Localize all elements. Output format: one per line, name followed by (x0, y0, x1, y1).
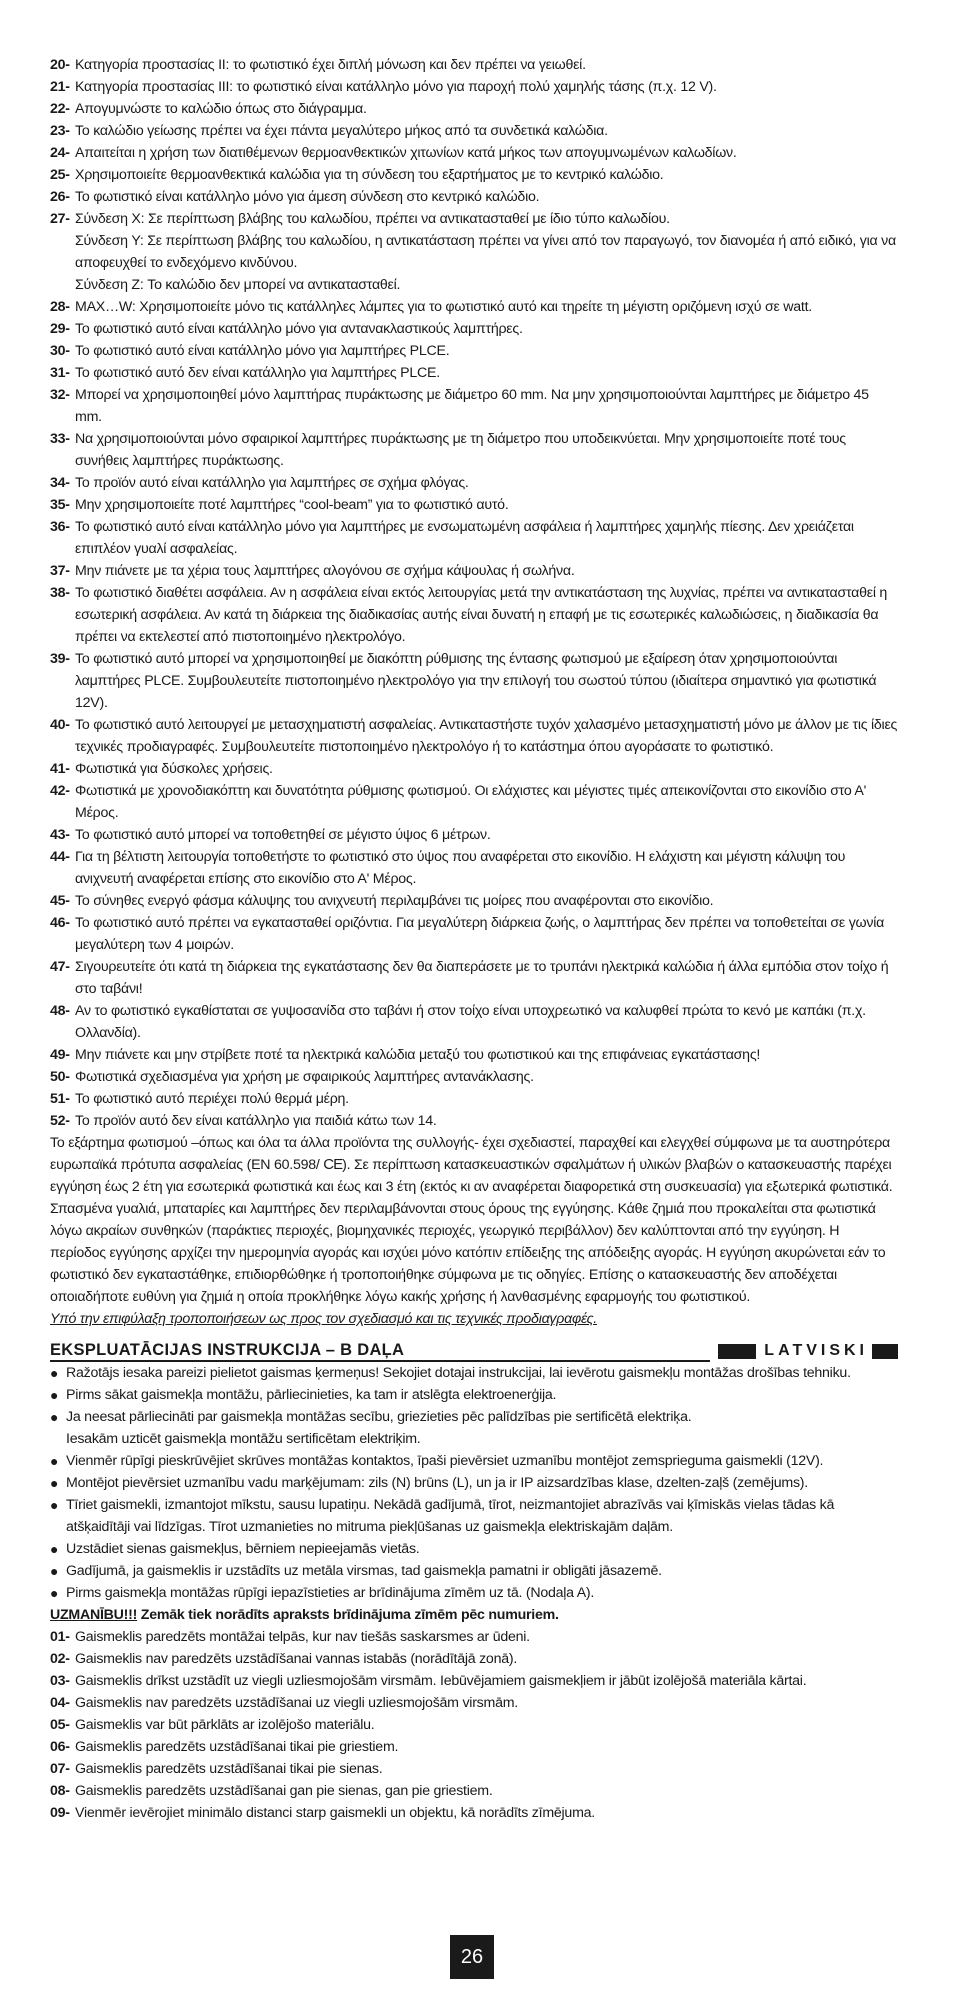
list-item (50, 582, 898, 648)
list-item (50, 758, 898, 780)
item-text: Να χρησιμοποιούνται μόνο σφαιρικοί λαμπτήρες πυράκτωσης με τη διάμετρο που υποδεικνύεται. Μην χρησιμοποιείτε ποτέ τους συνήθεις λαμπτήρες πυράκτωσης. (75, 431, 846, 469)
bullet-text: Gadījumā, ja gaismeklis ir uzstādīts uz metāla virsmas, tad gaismekļa pamatni ir obligāti jāsazemē. (66, 1563, 662, 1579)
item-number: 20- (50, 57, 70, 73)
list-item (50, 318, 898, 340)
bullet-icon: ● (50, 1475, 59, 1491)
item-text: Gaismeklis drīkst uzstādīt uz viegli uzliesmojošām virsmām. Iebūvējamiem gaismekļiem ir jābūt izolējošā materiāla kārtai. (75, 1673, 807, 1689)
item-text: Gaismeklis paredzēts montāžai telpās, kur nav tiešās saskarsmes ar ūdeni. (75, 1629, 530, 1645)
item-text-line: Σύνδεση Y: Σε περίπτωση βλάβης του καλωδίου, η αντικατάσταση πρέπει να γίνει από τον παραγωγό, τον διανομέα ή από ειδικό, για να αποφευχθεί το ενδεχόμενο κινδύνου. (75, 233, 896, 271)
item-number: 22- (50, 101, 70, 117)
bullet-icon: ● (50, 1365, 59, 1381)
latvian-warning-list (50, 1626, 898, 1824)
item-text: Gaismeklis nav paredzēts uzstādīšanai vannas istabās (norādītājā zonā). (75, 1651, 518, 1667)
item-text: Το φωτιστικό είναι κατάλληλο μόνο για άμεση σύνδεση στο κεντρικό καλώδιο. (75, 189, 540, 205)
item-number: 07- (50, 1761, 70, 1777)
item-text: Μην χρησιμοποιείτε ποτέ λαμπτήρες “cool-beam” για το φωτιστικό αυτό. (75, 497, 509, 513)
item-text: Το φωτιστικό αυτό δεν είναι κατάλληλο για λαμπτήρες PLCE. (75, 365, 440, 381)
item-number: 43- (50, 827, 70, 843)
list-item (50, 494, 898, 516)
section-title: EKSPLUATĀCIJAS INSTRUKCIJA – B DAĻA (50, 1341, 710, 1362)
item-number: 48- (50, 1003, 70, 1019)
list-item (50, 714, 898, 758)
bullet-text: Montējot pievērsiet uzmanību vadu marķējumam: zils (N) brūns (L), un ja ir IP aizsardzības klase, dzelten-zaļš (zemējums). (66, 1475, 808, 1491)
item-text: Το φωτιστικό αυτό μπορεί να τοποθετηθεί σε μέγιστο ύψος 6 μέτρων. (75, 827, 491, 843)
list-item (50, 956, 898, 1000)
bullet-icon: ● (50, 1409, 59, 1425)
list-item (50, 98, 898, 120)
item-number: 08- (50, 1783, 70, 1799)
item-text: MAX…W: Χρησιμοποιείτε μόνο τις κατάλληλες λάμπες για το φωτιστικό αυτό και τηρείτε τη μέγιστη οριζόμενη ισχύ σε watt. (75, 299, 812, 315)
item-text: Κατηγορία προστασίας II: το φωτιστικό έχει διπλή μόνωση και δεν πρέπει να γειωθεί. (75, 57, 586, 73)
item-text: Το φωτιστικό αυτό λειτουργεί με μετασχηματιστή ασφαλείας. Αντικαταστήστε τυχόν χαλασμένο μετασχηματιστή μόνο με άλλον με τις ίδιες τεχνικές προδιαγραφές. Συμβουλευτείτε πιστοποιημένο ηλεκτρολόγο ή το κατάστημα όπου αγοράσατε το φωτιστικό. (75, 717, 898, 755)
list-item (50, 890, 898, 912)
bullet-text: Pirms sākat gaismekļa montāžu, pārliecinieties, ka tam ir atslēgta elektroenerģija. (66, 1387, 557, 1403)
item-number: 33- (50, 431, 70, 447)
latvian-bullet-list (50, 1362, 898, 1604)
item-number: 47- (50, 959, 70, 975)
item-text: Το φωτιστικό αυτό περιέχει πολύ θερμά μέρη. (75, 1091, 349, 1107)
item-text: Gaismeklis paredzēts uzstādīšanai tikai pie sienas. (75, 1761, 383, 1777)
item-number: 41- (50, 761, 70, 777)
item-number: 06- (50, 1739, 70, 1755)
item-text: Gaismeklis paredzēts uzstādīšanai tikai pie griestiem. (75, 1739, 399, 1755)
item-number: 38- (50, 585, 70, 601)
item-number: 04- (50, 1695, 70, 1711)
item-number: 26- (50, 189, 70, 205)
list-item (50, 1626, 898, 1648)
bullet-item (50, 1450, 898, 1472)
bullet-text: Pirms gaismekļa montāžas rūpīgi iepazīstieties ar brīdinājuma zīmēm uz tā. (Nodaļa A). (66, 1585, 595, 1601)
item-text: Το φωτιστικό αυτό πρέπει να εγκατασταθεί οριζόντια. Για μεγαλύτερη διάρκεια ζωής, ο λαμπτήρας δεν πρέπει να τοποθετείται σε γωνία μεγαλύτερη των 4 μοιρών. (75, 915, 885, 953)
item-text-line: Σύνδεση X: Σε περίπτωση βλάβης του καλωδίου, πρέπει να αντικατασταθεί με ίδιο τύπο καλωδίου. (75, 211, 670, 227)
item-text: Gaismeklis paredzēts uzstādīšanai gan pie sienas, gan pie griestiem. (75, 1783, 493, 1799)
item-text: Μην πιάνετε με τα χέρια τους λαμπτήρες αλογόνου σε σχήμα κάψουλας ή σωλήνα. (75, 563, 575, 579)
item-number: 30- (50, 343, 70, 359)
language-bar-left (718, 1344, 756, 1359)
bullet-item (50, 1560, 898, 1582)
list-item (50, 780, 898, 824)
list-item (50, 824, 898, 846)
bullet-continuation: Iesakām uzticēt gaismekļa montāžu sertificētam elektriķim. (66, 1431, 421, 1447)
item-text: Gaismeklis var būt pārklāts ar izolējošo materiālu. (75, 1717, 375, 1733)
item-text: Μπορεί να χρησιμοποιηθεί μόνο λαμπτήρας πυράκτωσης με διάμετρο 60 mm. Να μην χρησιμοποιούνται λαμπτήρες με διάμετρο 45 mm. (75, 387, 869, 425)
item-text: Το προϊόν αυτό δεν είναι κατάλληλο για παιδιά κάτω των 14. (75, 1113, 437, 1129)
list-item (50, 142, 898, 164)
item-text: Φωτιστικά για δύσκολες χρήσεις. (75, 761, 273, 777)
item-text: Το φωτιστικό αυτό είναι κατάλληλο μόνο για λαμπτήρες PLCE. (75, 343, 450, 359)
item-number: 42- (50, 783, 70, 799)
item-number: 09- (50, 1805, 70, 1821)
list-item (50, 1692, 898, 1714)
item-text: Χρησιμοποιείτε θερμοανθεκτικά καλώδια για τη σύνδεση του εξαρτήματος με το κεντρικό καλώδιο. (75, 167, 664, 183)
item-number: 52- (50, 1113, 70, 1129)
warranty-text-part2: ). Σε περίπτωση κατασκευαστικών σφαλμάτων ή υλικών βλαβών ο κατασκευαστής παρέχει εγγύηση έως 2 έτη για εσωτερικά φωτιστικά και έως και 3 έτη (εκτός κι αν αναφέρεται διαφορετικά στη συσκευασία) για εξωτερικά φωτιστικά. Σπασμένα γυαλιά, μπαταρίες και λαμπτήρες δεν περιλαμβάνονται στους όρους της εγγύησης. Κάθε ζημιά που προκαλείται στα φωτιστικά λόγω ακραίων συνθηκών (παράκτιες περιοχές, βιομηχανικές περιοχές, γεωργικό περιβάλλον) δεν καλύπτονται από την εγγύηση. Η περίοδος εγγύησης αρχίζει την ημερομηνία αγοράς και ισχύει μόνο κατόπιν επίδειξης της απόδειξης αγοράς. Η εγγύηση ακυρώνεται εάν το φωτιστικό δεν εγκαταστάθηκε, επιδιορθώθηκε ή τροποποιήθηκε σύμφωνα με τις οδηγίες. Επίσης ο κατασκευαστής δεν αποδέχεται οποιαδήποτε ευθύνη για ζημιά η οποία προκλήθηκε λόγω κακής χρήσης ή λανθασμένης εφαρμογής του φωτιστικού. (50, 1157, 893, 1305)
item-number: 34- (50, 475, 70, 491)
item-text (75, 208, 898, 296)
item-number: 39- (50, 651, 70, 667)
list-item (50, 340, 898, 362)
list-item (50, 1670, 898, 1692)
list-item (50, 186, 898, 208)
item-text: Απαιτείται η χρήση των διατιθέμενων θερμοανθεκτικών χιτωνίων κατά μήκος των απογυμνωμένων καλωδίων. (75, 145, 737, 161)
item-number: 28- (50, 299, 70, 315)
bullet-icon: ● (50, 1541, 59, 1557)
item-text: Το φωτιστικό αυτό είναι κατάλληλο μόνο για λαμπτήρες με ενσωματωμένη ασφάλεια ή λαμπτήρες χαμηλής πίεσης. Δεν χρειάζεται επιπλέον γυαλί ασφαλείας. (75, 519, 854, 557)
item-number: 31- (50, 365, 70, 381)
item-number: 49- (50, 1047, 70, 1063)
bullet-item (50, 1362, 898, 1384)
bullet-icon: ● (50, 1497, 59, 1513)
item-text: Φωτιστικά με χρονοδιακόπτη και δυνατότητα ρύθμισης φωτισμού. Οι ελάχιστες και μέγιστες τιμές απεικονίζονται στο εικονίδιο στο Α' Μέρος. (75, 783, 867, 821)
list-item (50, 560, 898, 582)
list-item (50, 648, 898, 714)
language-tab (718, 1340, 898, 1362)
list-item (50, 120, 898, 142)
warranty-text-part1: Το εξάρτημα φωτισμού –όπως και όλα τα άλλα προϊόντα της συλλογής- έχει σχεδιαστεί, παραχθεί και ελεγχθεί σύμφωνα με τα αυστηρότερα ευρωπαϊκά πρότυπα ασφαλείας (EN 60.598/ (50, 1135, 890, 1173)
item-text: Gaismeklis nav paredzēts uzstādīšanai uz viegli uzliesmojošām virsmām. (75, 1695, 518, 1711)
list-item (50, 1758, 898, 1780)
list-item (50, 54, 898, 76)
item-number: 32- (50, 387, 70, 403)
list-item (50, 362, 898, 384)
list-item (50, 76, 898, 98)
warning-label: UZMANĪBU!!! (50, 1607, 138, 1623)
bullet-icon: ● (50, 1453, 59, 1469)
item-number: 37- (50, 563, 70, 579)
list-item (50, 1714, 898, 1736)
list-item (50, 846, 898, 890)
warranty-paragraph (50, 1132, 898, 1308)
item-text: Το φωτιστικό αυτό μπορεί να χρησιμοποιηθεί με διακόπτη ρύθμισης της έντασης φωτισμού με εξαίρεση όταν χρησιμοποιούνται λαμπτήρες PLCE. Συμβουλευτείτε πιστοποιημένο ηλεκτρολόγο για την επιλογή του σωστού τύπου (ιδιαίτερα σημαντικό για φωτιστικά 12V). (75, 651, 877, 711)
bullet-text: Ja neesat pārliecināti par gaismekļa montāžas secību, griezieties pēc palīdzības pie sertificētā elektriķa. (66, 1409, 692, 1425)
list-item (50, 1802, 898, 1824)
warning-heading (50, 1604, 898, 1626)
bullet-icon: ● (50, 1563, 59, 1579)
item-number: 25- (50, 167, 70, 183)
item-number: 46- (50, 915, 70, 931)
item-text: Σιγουρευτείτε ότι κατά τη διάρκεια της εγκατάστασης δεν θα διαπεράσετε με το τρυπάνι ηλεκτρικά καλώδια ή άλλα εμπόδια στον τοίχο ή στο ταβάνι! (75, 959, 889, 997)
item-number: 23- (50, 123, 70, 139)
list-item (50, 164, 898, 186)
bullet-text: Vienmēr rūpīgi pieskrūvējiet skrūves montāžas kontaktos, īpaši pievērsiet uzmanību montējot zemsprieguma gaismekli (12V). (66, 1453, 824, 1469)
list-item (50, 1110, 898, 1132)
bullet-text: Uzstādiet sienas gaismekļus, bērniem nepieejamās vietās. (66, 1541, 420, 1557)
list-item (50, 516, 898, 560)
bullet-icon: ● (50, 1585, 59, 1601)
page-number: 26 (450, 1935, 494, 1979)
language-bar-right (872, 1344, 898, 1359)
list-item (50, 1000, 898, 1044)
list-item (50, 912, 898, 956)
document-page (50, 54, 898, 1824)
modification-note: Υπό την επιφύλαξη τροποποιήσεων ως προς τον σχεδιασμό και τις τεχνικές προδιαγραφές. (50, 1311, 597, 1327)
bullet-item (50, 1384, 898, 1406)
item-number: 45- (50, 893, 70, 909)
list-item (50, 1736, 898, 1758)
item-text: Φωτιστικά σχεδιασμένα για χρήση με σφαιρικούς λαμπτήρες αντανάκλασης. (75, 1069, 534, 1085)
item-number: 01- (50, 1629, 70, 1645)
item-text: Αν το φωτιστικό εγκαθίσταται σε γυψοσανίδα στο ταβάνι ή στον τοίχο είναι υποχρεωτικό να καλυφθεί πρώτα το κενό με καπάκι (π.χ. Ολλανδία). (75, 1003, 866, 1041)
item-number: 40- (50, 717, 70, 733)
item-number: 50- (50, 1069, 70, 1085)
item-text: Το προϊόν αυτό είναι κατάλληλο για λαμπτήρες σε σχήμα φλόγας. (75, 475, 469, 491)
item-text: Μην πιάνετε και μην στρίβετε ποτέ τα ηλεκτρικά καλώδια μεταξύ του φωτιστικού και της επιφάνειας εγκατάστασης! (75, 1047, 761, 1063)
item-number: 05- (50, 1717, 70, 1733)
bullet-item (50, 1472, 898, 1494)
latvian-section-header (50, 1340, 898, 1362)
list-item (50, 472, 898, 494)
item-number: 51- (50, 1091, 70, 1107)
bullet-item (50, 1582, 898, 1604)
item-number: 24- (50, 145, 70, 161)
item-text: Το φωτιστικό αυτό είναι κατάλληλο μόνο για αντανακλαστικούς λαμπτήρες. (75, 321, 523, 337)
item-text: Το σύνηθες ενεργό φάσμα κάλυψης του ανιχνευτή περιλαμβάνει τις μοίρες που αναφέρονται στο εικονίδιο. (75, 893, 714, 909)
bullet-item (50, 1538, 898, 1560)
item-text-line: Σύνδεση Z: Το καλώδιο δεν μπορεί να αντικατασταθεί. (75, 277, 401, 293)
ce-mark: CE (323, 1156, 343, 1173)
item-number: 03- (50, 1673, 70, 1689)
bullet-item (50, 1406, 898, 1428)
item-number: 44- (50, 849, 70, 865)
list-item (50, 208, 898, 296)
item-number: 21- (50, 79, 70, 95)
item-text: Κατηγορία προστασίας III: το φωτιστικό είναι κατάλληλο μόνο για παροχή πολύ χαμηλής τάσης (π.χ. 12 V). (75, 79, 717, 95)
item-text: Για τη βέλτιστη λειτουργία τοποθετήστε το φωτιστικό στο ύψος που αναφέρεται στο εικονίδιο. Η ελάχιστη και μέγιστη κάλυψη του ανιχνευτή αναφέρεται επίσης στο εικονίδιο στο Α' Μέρος. (75, 849, 846, 887)
bullet-text: Ražotājs iesaka pareizi pielietot gaismas ķermeņus! Sekojiet dotajai instrukcijai, lai ievērotu gaismekļu montāžas drošības tehniku. (66, 1365, 851, 1381)
bullet-item (50, 1494, 898, 1538)
item-number: 35- (50, 497, 70, 513)
list-item (50, 428, 898, 472)
list-item (50, 1088, 898, 1110)
item-text: Το φωτιστικό διαθέτει ασφάλεια. Αν η ασφάλεια είναι εκτός λειτουργίας μετά την αντικατάσταση της λυχνίας, πρέπει να αντικατασταθεί η εσωτερική ασφάλεια. Αν κατά τη διάρκεια της διαδικασίας αυτής είναι δυνατή η επαφή με τις εσωτερικές καλωδιώσεις, η διαδικασία θα πρέπει να εκτελεστεί από πιστοποιημένο ηλεκτρολόγο. (75, 585, 888, 645)
list-item (50, 1780, 898, 1802)
item-text: Το καλώδιο γείωσης πρέπει να έχει πάντα μεγαλύτερο μήκος από τα συνδετικά καλώδια. (75, 123, 608, 139)
bullet-text: Tīriet gaismekli, izmantojot mīkstu, sausu lupatiņu. Nekādā gadījumā, tīrot, neizmantojiet abrazīvās vai ķīmiskās vielas tādas kā atšķaidītāji vai līdzīgas. Tīrot uzmanieties no mitruma piekļūšanas uz gaismekļa elektriskajām daļām. (66, 1497, 835, 1535)
item-text: Vienmēr ievērojiet minimālo distanci starp gaismekli un objektu, kā norādīts zīmējuma. (75, 1805, 595, 1821)
item-number: 27- (50, 211, 70, 227)
bullet-icon: ● (50, 1387, 59, 1403)
item-text: Απογυμνώστε το καλώδιο όπως στο διάγραμμα. (75, 101, 367, 117)
warning-text: Zemāk tiek norādīts apraksts brīdinājuma zīmēm pēc numuriem. (137, 1607, 559, 1623)
list-item (50, 384, 898, 428)
item-number: 36- (50, 519, 70, 535)
list-item (50, 1066, 898, 1088)
language-label: LATVISKI (764, 1342, 868, 1359)
list-item (50, 1648, 898, 1670)
list-item (50, 1044, 898, 1066)
greek-warning-list (50, 54, 898, 1132)
list-item (50, 296, 898, 318)
item-number: 02- (50, 1651, 70, 1667)
item-number: 29- (50, 321, 70, 337)
